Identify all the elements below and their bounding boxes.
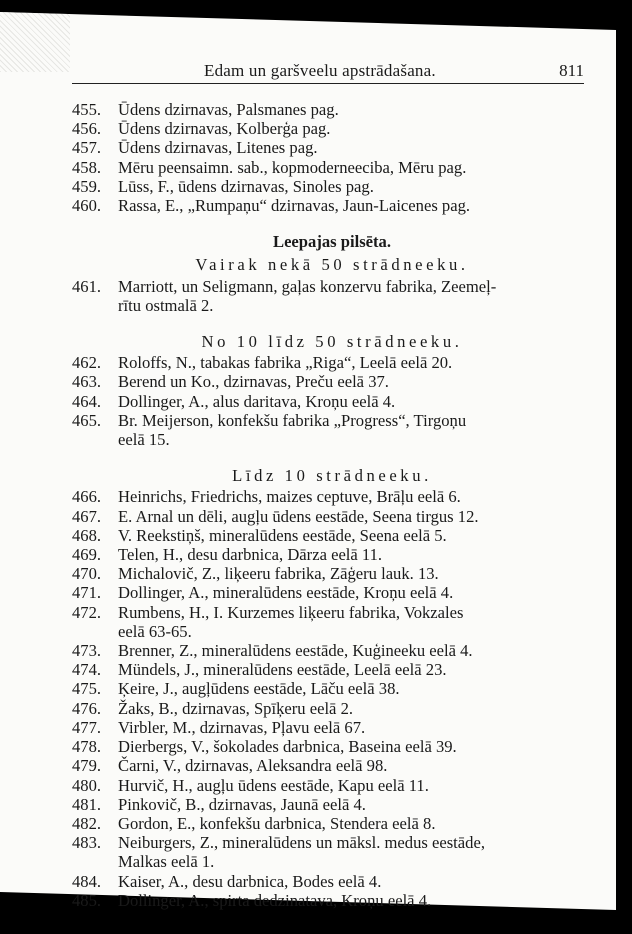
list-item bbox=[72, 277, 592, 315]
list-item bbox=[72, 660, 592, 679]
entry-number: 480. bbox=[72, 775, 102, 795]
entry-number: 457. bbox=[72, 138, 102, 158]
entry-number: 465. bbox=[72, 410, 102, 430]
entry-number: 462. bbox=[72, 353, 102, 373]
entry-text: Marriott, un Seligmann, gaļas konzervu fabrika, Zeemeļ- rītu ostmalā 2. bbox=[118, 276, 497, 315]
entry-text: Mēru peensaimn. sab., kopmoderneeciba, Mēru pag. bbox=[118, 157, 467, 177]
entry-text: Žaks, B., dzirnavas, Spīķeru eelā 2. bbox=[118, 698, 354, 718]
list-item bbox=[72, 353, 592, 372]
entry-list-group1 bbox=[72, 100, 592, 215]
entry-text: Gordon, E., konfekšu darbnica, Stendera eelā 8. bbox=[118, 813, 436, 833]
entry-text: Pinkovič, B., dzirnavas, Jaunā eelā 4. bbox=[118, 794, 366, 814]
entry-text: Hurvič, H., augļu ūdens eestāde, Kapu eelā 11. bbox=[118, 775, 429, 795]
list-item bbox=[72, 545, 592, 564]
list-item bbox=[72, 564, 592, 583]
entry-number: 472. bbox=[72, 602, 102, 622]
list-item bbox=[72, 872, 592, 891]
entry-number: 483. bbox=[72, 833, 102, 853]
entry-text: Rumbens, H., I. Kurzemes liķeeru fabrika, Vokzales eelā 63-65. bbox=[118, 602, 464, 641]
entry-text: E. Arnal un dēli, augļu ūdens eestāde, Seena tirgus 12. bbox=[118, 506, 479, 526]
list-item bbox=[72, 177, 592, 196]
entry-text: Ūdens dzirnavas, Palsmanes pag. bbox=[118, 100, 339, 119]
entry-list-10to50 bbox=[72, 353, 592, 449]
entry-text: Rassa, E., „Rumpaņu“ dzirnavas, Jaun-Laicenes pag. bbox=[118, 196, 471, 216]
entry-number: 455. bbox=[72, 100, 102, 119]
list-item bbox=[72, 583, 592, 602]
list-item bbox=[72, 699, 592, 718]
entry-text: Dollinger, A., mineralūdens eestāde, Kroņu eelā 4. bbox=[118, 583, 454, 603]
running-title: Edam un garšveelu apstrādašana. bbox=[204, 61, 436, 80]
entry-number: 467. bbox=[72, 506, 102, 526]
entry-number: 468. bbox=[72, 525, 102, 545]
entry-number: 460. bbox=[72, 196, 102, 216]
entry-list-more50 bbox=[72, 277, 592, 315]
entry-number: 478. bbox=[72, 737, 102, 757]
city-heading: Leepajas pilsēta. bbox=[273, 232, 391, 252]
list-item bbox=[72, 776, 592, 795]
section-heading-10to50: No 10 līdz 50 strādneeku. bbox=[201, 332, 463, 352]
entry-text: Heinrichs, Friedrichs, maizes ceptuve, Brāļu eelā 6. bbox=[118, 487, 461, 507]
entry-text: Roloffs, N., tabakas fabrika „Riga“, Leelā eelā 20. bbox=[118, 353, 453, 373]
entry-number: 481. bbox=[72, 794, 102, 814]
page-content bbox=[72, 100, 592, 910]
entry-text: Lūss, F., ūdens dzirnavas, Sinoles pag. bbox=[118, 176, 374, 196]
entry-number: 459. bbox=[72, 176, 102, 196]
entry-text: Neiburgers, Z., mineralūdens un māksl. medus eestāde, Malkas eelā 1. bbox=[118, 833, 485, 872]
entry-number: 466. bbox=[72, 487, 102, 507]
list-item bbox=[72, 718, 592, 737]
entry-text: Berend un Ko., dzirnavas, Preču eelā 37. bbox=[118, 372, 389, 392]
list-item bbox=[72, 196, 592, 215]
list-item bbox=[72, 372, 592, 391]
entry-number: 479. bbox=[72, 756, 102, 776]
entry-number: 473. bbox=[72, 641, 102, 661]
entry-number: 458. bbox=[72, 157, 102, 177]
section-heading-upto10: Līdz 10 strādneeku. bbox=[232, 466, 432, 486]
list-item bbox=[72, 795, 592, 814]
entry-text: Mündels, J., mineralūdens eestāde, Leelā eelā 23. bbox=[118, 660, 447, 680]
list-item bbox=[72, 814, 592, 833]
list-item bbox=[72, 138, 592, 157]
list-item bbox=[72, 756, 592, 775]
entry-text: Br. Meijerson, konfekšu fabrika „Progress“, Tirgoņu eelā 15. bbox=[118, 410, 467, 450]
entry-text: Telen, H., desu darbnica, Dārza eelā 11. bbox=[118, 545, 383, 565]
list-item bbox=[72, 119, 592, 138]
page-header bbox=[72, 55, 584, 84]
section-heading-more50: Vairak nekā 50 strādneeku. bbox=[195, 255, 469, 275]
list-item bbox=[72, 507, 592, 526]
entry-text: Čarni, V., dzirnavas, Aleksandra eelā 98. bbox=[118, 756, 388, 776]
entry-number: 464. bbox=[72, 391, 102, 411]
entry-number: 475. bbox=[72, 679, 102, 699]
list-item bbox=[72, 891, 592, 910]
entry-text: Ūdens dzirnavas, Litenes pag. bbox=[118, 138, 318, 158]
entry-text: V. Reekstiņš, mineralūdens eestāde, Seena eelā 5. bbox=[118, 525, 447, 545]
list-item bbox=[72, 100, 592, 119]
list-item bbox=[72, 526, 592, 545]
list-item bbox=[72, 641, 592, 660]
list-item bbox=[72, 679, 592, 698]
entry-number: 484. bbox=[72, 871, 102, 891]
list-item bbox=[72, 392, 592, 411]
entry-number: 463. bbox=[72, 372, 102, 392]
page-number: 811 bbox=[559, 61, 584, 80]
list-item bbox=[72, 487, 592, 506]
entry-number: 477. bbox=[72, 717, 102, 737]
entry-number: 482. bbox=[72, 813, 102, 833]
entry-text: Michalovič, Z., liķeeru fabrika, Zāģeru lauk. 13. bbox=[118, 564, 439, 584]
entry-number: 476. bbox=[72, 698, 102, 718]
list-item bbox=[72, 411, 592, 449]
entry-text: Dollinger, A., alus daritava, Kroņu eelā 4. bbox=[118, 391, 396, 411]
entry-number: 474. bbox=[72, 660, 102, 680]
entry-text: Brenner, Z., mineralūdens eestāde, Kuģineeku eelā 4. bbox=[118, 641, 473, 661]
entry-list-upto10 bbox=[72, 487, 592, 909]
entry-text: Virbler, M., dzirnavas, Pļavu eelā 67. bbox=[118, 717, 366, 737]
entry-number: 485. bbox=[72, 890, 102, 910]
list-item bbox=[72, 603, 592, 641]
entry-text: Dollinger, A., spirta dedzinatava, Kroņu eelā 4. bbox=[118, 890, 432, 910]
list-item bbox=[72, 737, 592, 756]
entry-number: 469. bbox=[72, 545, 102, 565]
entry-number: 470. bbox=[72, 564, 102, 584]
list-item bbox=[72, 833, 592, 871]
list-item bbox=[72, 158, 592, 177]
scan-noise bbox=[0, 12, 70, 72]
entry-number: 471. bbox=[72, 583, 102, 603]
entry-number: 461. bbox=[72, 276, 102, 296]
entry-text: Ūdens dzirnavas, Kolberģa pag. bbox=[118, 119, 331, 139]
entry-text: Ķeire, J., augļūdens eestāde, Lāču eelā 38. bbox=[118, 679, 400, 699]
entry-text: Kaiser, A., desu darbnica, Bodes eelā 4. bbox=[118, 871, 382, 891]
entry-number: 456. bbox=[72, 119, 102, 139]
entry-text: Dierbergs, V., šokolades darbnica, Baseina eelā 39. bbox=[118, 737, 457, 757]
